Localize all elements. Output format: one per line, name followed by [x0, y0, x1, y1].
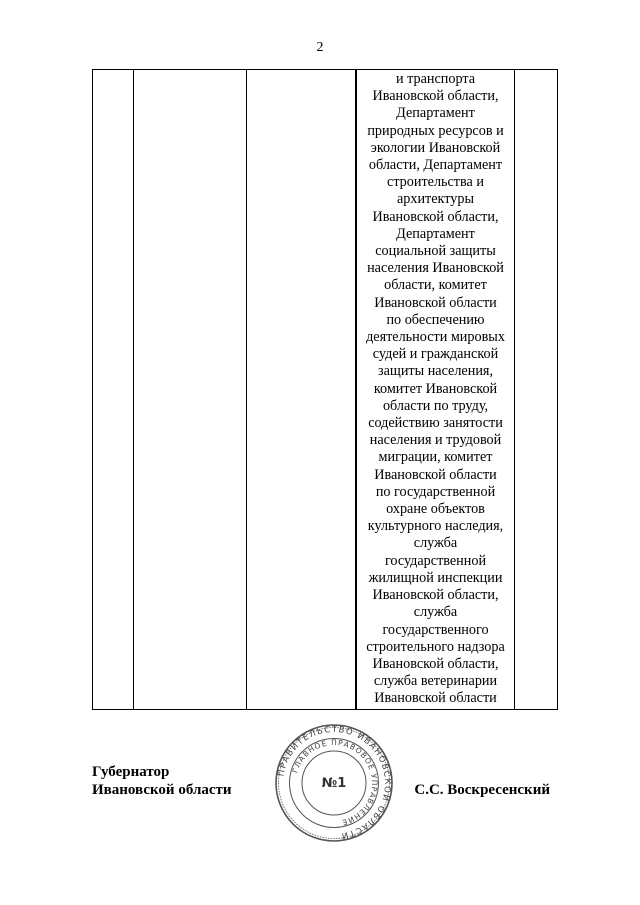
cell-text-line: Ивановской области — [374, 690, 497, 707]
signature-title-line1: Губернатор — [92, 764, 170, 780]
cell-text-line: архитектуры — [396, 191, 474, 208]
cell-text-line: Департамент — [396, 105, 475, 122]
cell-text-line: Ивановской области — [374, 466, 497, 483]
cell-text-line: содействию занятости — [368, 415, 503, 432]
cell-text-line: Ивановской области, — [372, 208, 499, 225]
cell-text-line: области по труду, — [382, 397, 489, 414]
signature-name: С.С. Воскресенский — [414, 782, 550, 798]
cell-text-line: культурного наследия, — [367, 518, 504, 535]
cell-text-line: жилищной инспекции — [368, 569, 503, 586]
cell-text-line: государственной — [384, 552, 487, 569]
cell-text-line: Ивановской области — [374, 294, 497, 311]
cell-text-line: области, комитет — [384, 277, 487, 294]
cell-text-line: служба ветеринарии — [373, 673, 498, 690]
table-cell-number — [93, 70, 134, 710]
cell-text-line: судей и гражданской — [372, 346, 499, 363]
page-number: 2 — [316, 40, 324, 55]
signature-title-line2: Ивановской области — [92, 782, 232, 798]
cell-text-line: Ивановской области, — [372, 587, 499, 604]
official-seal — [274, 723, 394, 843]
cell-text-line: населения Ивановской — [367, 260, 504, 277]
document-table — [92, 69, 558, 710]
responsible-executors-text — [357, 71, 514, 708]
cell-text-line: комитет Ивановской — [373, 380, 498, 397]
table-cell-name — [134, 70, 247, 710]
cell-text-line: экологии Ивановской — [370, 139, 501, 156]
cell-text-line: строительства и — [387, 174, 484, 191]
cell-text-line: по обеспечению — [386, 311, 485, 328]
table-cell-note — [515, 70, 558, 710]
cell-text-line: служба — [413, 535, 458, 552]
signature-position — [92, 763, 232, 799]
cell-text-line: природных ресурсов и — [367, 122, 504, 139]
seal-inner-text: ГЛАВНОЕ ПРАВОВОЕ УПРАВЛЕНИЕ — [290, 737, 380, 828]
cell-text-line: Ивановской области, — [372, 88, 499, 105]
table-row — [93, 70, 558, 710]
cell-text-line: Ивановской области, — [372, 655, 499, 672]
cell-text-line: деятельности мировых — [366, 329, 505, 346]
cell-text-line: и транспорта — [395, 71, 476, 87]
cell-text-line: населения и трудовой — [369, 432, 502, 449]
cell-text-line: социальной защиты — [375, 243, 496, 260]
cell-text-line: Департамент — [396, 225, 475, 242]
cell-text-line: служба — [413, 604, 458, 621]
cell-text-line: защиты населения, — [378, 363, 493, 380]
cell-text-line: области, Департамент — [368, 157, 503, 174]
cell-text-line: по государственной — [375, 483, 496, 500]
seal-number: №1 — [321, 776, 347, 791]
table-cell-responsible — [356, 70, 515, 710]
cell-text-line: государственного — [382, 621, 489, 638]
cell-text-line: охране объектов — [386, 501, 485, 518]
cell-text-line: строительного надзора — [366, 638, 505, 655]
table-cell-term — [247, 70, 357, 710]
seal-outer-text: ПРАВИТЕЛЬСТВО ИВАНОВСКОЙ ОБЛАСТИ — [276, 724, 393, 841]
cell-text-line: миграции, комитет — [378, 449, 493, 466]
